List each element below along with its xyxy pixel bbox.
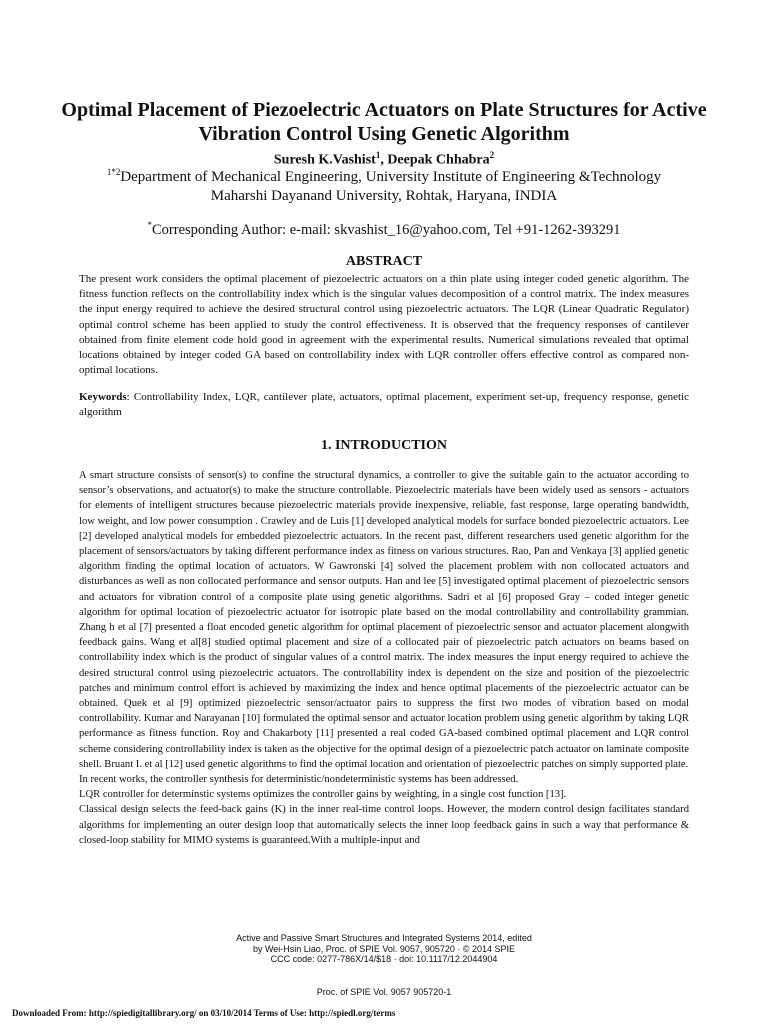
body-paragraph: In recent works, the controller synthesis for deterministic/nondeterministic systems has been addressed.	[79, 774, 519, 786]
introduction-body	[79, 468, 689, 848]
keywords	[79, 390, 689, 420]
abstract-heading: ABSTRACT	[345, 254, 423, 269]
author-name: Deepak Chhabra	[387, 152, 490, 168]
affiliation	[60, 163, 708, 206]
publication-line: by Wei-Hsin Liao, Proc. of SPIE Vol. 9057, 905720 · © 2014 SPIE	[252, 943, 516, 954]
corresponding-text: Corresponding Author: e-mail: skvashist_16@yahoo.com, Tel +91-1262-393291	[152, 221, 621, 238]
keywords-label: Keywords	[79, 391, 127, 403]
author-affil-marker: 1	[375, 150, 381, 160]
body-paragraph: LQR controller for determinstic systems optimizes the controller gains by weighting, in a single cost function [13].	[79, 789, 567, 801]
author-separator: ,	[380, 152, 388, 168]
abstract-text: The present work considers the optimal placement of piezoelectric actuators on a thin plate using integer coded genetic algorithm. The fitness function reflects on the controllability index which is the singular values decomposition of a control matrix. The index measures the input energy required to achieve the desired structural control using piezoelectric actuators. The LQR (Linear Quadratic Regulator) optimal control scheme has been applied to study the control effectiveness. It is observed that the frequency responses of cantilever obtained from finite element code hold good in agreement with the experimental results. Numerical simulations revealed that optimal locations obtained by integer coded GA based on controllability index with LQR controller offers effective control as compared non-optimal locations.	[79, 273, 689, 377]
affiliation-marker: 1*2	[106, 167, 121, 177]
author-name: Suresh K.Vashist	[273, 152, 376, 168]
author-affil-marker: 2	[489, 150, 495, 160]
download-notice: Downloaded From: http://spiedigitallibrary.org/ on 03/10/2014 Terms of Use: http://spiedl.org/terms	[12, 1008, 396, 1018]
affiliation-line: Department of Mechanical Engineering, University Institute of Engineering &Technology	[120, 169, 662, 185]
publication-line: Active and Passive Smart Structures and Integrated Systems 2014, edited	[236, 933, 532, 943]
paper-title: Optimal Placement of Piezoelectric Actuators on Plate Structures for Active Vibration Control Using Genetic Algorithm	[61, 99, 707, 145]
publication-footer	[60, 933, 708, 965]
page-number: Proc. of SPIE Vol. 9057 905720-1	[316, 987, 452, 997]
keywords-text: : Controllability Index, LQR, cantilever plate, actuators, optimal placement, experiment set-up, frequency response, genetic algorithm	[79, 391, 689, 419]
publication-line: CCC code: 0277-786X/14/$18 · doi: 10.1117/12.2044904	[270, 954, 498, 964]
body-paragraph: Classical design selects the feed-back gains (K) in the inner real-time control loops. However, the modern control design facilitates standard algorithms for implementing an outer design loop that automatically selects the inner loop feedback gains in such a way that performance & closed-loop stability for MIMO systems is guaranteed.With a multiple-input and	[79, 804, 689, 846]
corresponding-author	[60, 216, 708, 240]
corresponding-marker: *	[147, 220, 152, 230]
body-paragraph: A smart structure consists of sensor(s) to confine the structural dynamics, a controller to give the suitable gain to the actuator according to sensor’s observations, and actuator(s) to make the structure controllable. Piezoelectric materials have been widely used as sensors - actuators for elements of intelligent structures because piezoelectric materials provide inexpensive, reliable, fast response, large operating bandwidth, low weight, and low power consumption . Crawley and de Luis [1] developed analytical models for surface bonded piezoelectric actuators. Lee [2] developed analytical models for embedded piezoelectric actuators. In the recent past, different researchers used genetic algorithm for the placement of sensors/actuators by taking different performance index as fitness on various structures. Rao, Pan and Venkaya [3] applied genetic algorithm finding the optimal location of actuators. W Gawronski [4] solved the placement problem with non collocated actuators and disturbances as well as non collocated performance and sensor outputs. Han and lee [5] investigated optimal placement of piezoelectric sensors and actuators for vibration control of a composite plate using genetic algorithms. Sadri et al [6] proposed Gray – coded integer genetic algorithm for optimal location of piezoelectric actuator for isotropic plate based on the modal controllability and controllability grammian. Zhang h et al [7] presented a float encoded genetic algorithm for optimal placement of piezoelectric sensor and actuator placement alongwith feedback gains. Wang et al[8] studied optimal placement and size of a collocated pair of piezoelectric patch actuators on beams based on controllability index which is the product of singular values of a control matrix. The index measures the input energy required to achieve the desired structural control using piezoelectric actuators. The controllability index is dependent on the size and position of the piezoelectric patches and minimum control effort is achieved by maximizing the index and hence optimal placements of the piezoelectric actuator can be obtained. Quek et al [9] optimized piezoelectric sensor/actuator pairs to suppress the first two modes of vibration based on modal controllability. Kumar and Narayanan [10] formulated the optimal sensor and actuator location problem using genetic algorithm by taking LQR performance as fitness function. Roy and Chakarboty [11] presented a real coded GA-based combined optimal placement and LQR control scheme considering controllability index is taken as the objective for the optimal design of a piezoelectric patch actuator on laminate composite shell. Bruant I. et al [12] used genetic algorithms to find the optimal location and orientation of piezoelectric patches on simply supported plate.	[79, 470, 689, 770]
section-heading-introduction: 1. INTRODUCTION	[320, 438, 447, 453]
affiliation-line: Maharshi Dayanand University, Rohtak, Haryana, INDIA	[210, 188, 558, 204]
